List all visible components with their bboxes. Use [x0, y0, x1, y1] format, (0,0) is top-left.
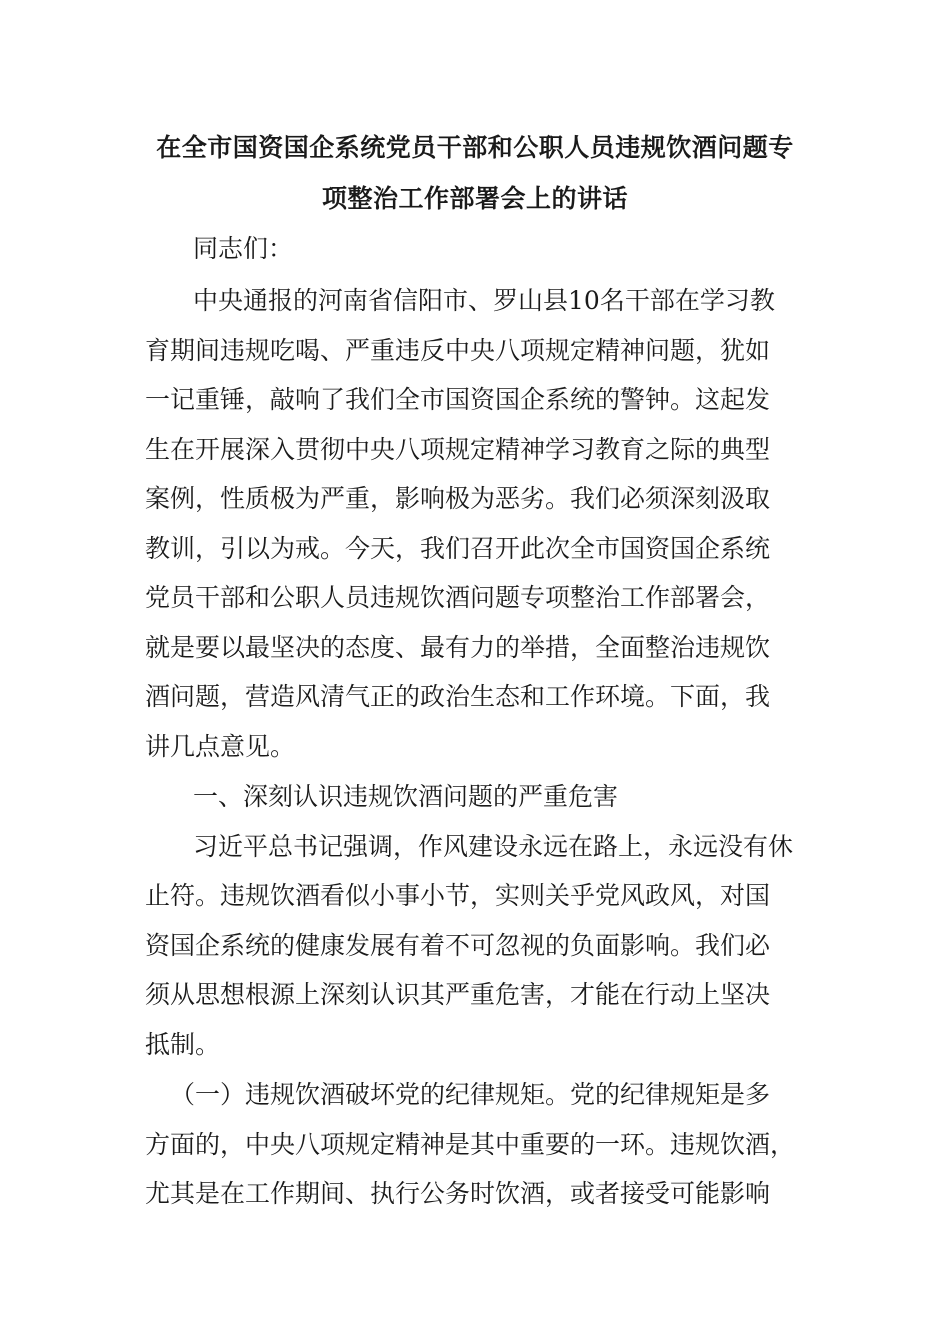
- paragraph-line: 一记重锤，敲响了我们全市国资国企系统的警钟。这起发: [145, 385, 771, 414]
- paragraph-line: 尤其是在工作期间、执行公务时饮酒，或者接受可能影响: [145, 1179, 771, 1208]
- paragraph-line: 须从思想根源上深刻认识其严重危害，才能在行动上坚决: [145, 980, 771, 1009]
- paragraph-line: 方面的，中央八项规定精神是其中重要的一环。违规饮酒，: [145, 1130, 796, 1159]
- paragraph-line: 中央通报的河南省信阳市、罗山县10名干部在学习教: [193, 286, 775, 315]
- paragraph-line: 党员干部和公职人员违规饮酒问题专项整治工作部署会，: [145, 583, 771, 612]
- paragraph-line: 育期间违规吃喝、严重违反中央八项规定精神问题，犹如: [145, 336, 771, 365]
- section-heading-1: 一、深刻认识违规饮酒问题的严重危害: [193, 782, 619, 811]
- paragraph-line: 就是要以最坚决的态度、最有力的举措，全面整治违规饮: [145, 633, 771, 662]
- paragraph-line: 抵制。: [145, 1030, 221, 1059]
- salutation: 同志们：: [193, 234, 294, 263]
- paragraph-line: 习近平总书记强调，作风建设永远在路上，永远没有休: [193, 832, 794, 861]
- paragraph-line: 止符。违规饮酒看似小事小节，实则关乎党风政风，对国: [145, 881, 771, 910]
- document-title-line-1: 在全市国资国企系统党员干部和公职人员违规饮酒问题专: [156, 133, 794, 162]
- document-title-line-2: 项整治工作部署会上的讲话: [321, 184, 628, 213]
- paragraph-line: 案例，性质极为严重，影响极为恶劣。我们必须深刻汲取: [145, 484, 771, 513]
- paragraph-line: 讲几点意见。: [145, 732, 296, 761]
- paragraph-line: 酒问题，营造风清气正的政治生态和工作环境。下面，我: [145, 682, 771, 711]
- paragraph-line: 生在开展深入贯彻中央八项规定精神学习教育之际的典型: [145, 435, 771, 464]
- paragraph-line: 资国企系统的健康发展有着不可忽视的负面影响。我们必: [145, 931, 771, 960]
- paragraph-line: 教训，引以为戒。今天，我们召开此次全市国资国企系统: [145, 534, 771, 563]
- paragraph-line: （一）违规饮酒破坏党的纪律规矩。党的纪律规矩是多: [170, 1080, 771, 1109]
